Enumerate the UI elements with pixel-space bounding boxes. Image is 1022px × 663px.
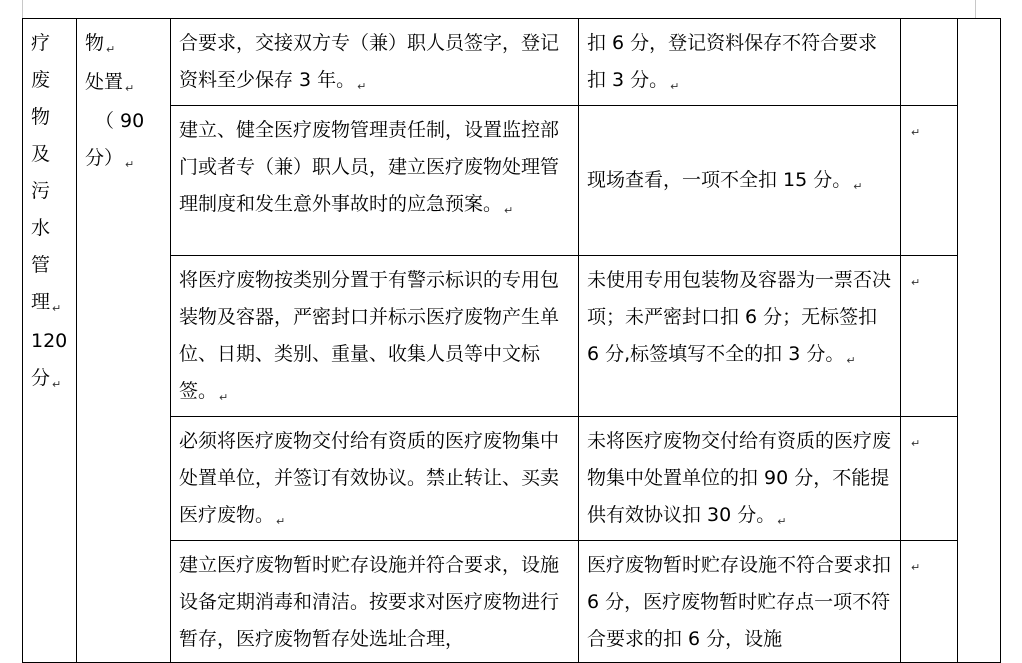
scoring-text: 未将医疗废物交付给有资质的医疗废物集中处置单位的扣 90 分，不能提供有效协议扣 30 分。 xyxy=(587,430,892,526)
paragraph-mark: ↵ xyxy=(846,354,856,367)
requirement-cell xyxy=(171,256,579,417)
subcategory-line: 分） $_↵$ xyxy=(85,147,135,171)
paragraph-mark: ↵ xyxy=(911,561,921,574)
category-char: 水 xyxy=(31,217,51,239)
paragraph-mark: ↵ xyxy=(504,204,514,217)
scoring-text: 现场查看，一项不全扣 15 分。 xyxy=(587,169,852,191)
paragraph-mark: ↵ xyxy=(357,80,367,93)
paragraph-mark: ↵ xyxy=(911,437,921,450)
category-char: 管 xyxy=(31,254,51,276)
subcategory-line: （ 90 xyxy=(95,110,145,132)
subcategory-line: 物 $_↵$ xyxy=(85,32,116,56)
paragraph-mark: ↵ xyxy=(276,515,286,528)
scoring-cell xyxy=(579,541,901,663)
category-char: 废 xyxy=(31,69,51,91)
category-char-with-mark: 分 $_↵$ xyxy=(31,367,62,391)
score-cell xyxy=(901,19,958,106)
requirement-text: 将医疗废物按类别分置于有警示标识的专用包装物及容器，严密封口并标示医疗废物产生单位、日期、类别、重量、收集人员等中文标签。 xyxy=(179,269,560,402)
remark-cell xyxy=(958,19,1001,663)
subcategory-cell xyxy=(77,19,171,663)
requirement-text: 建立医疗废物暂时贮存设施并符合要求，设施设备定期消毒和清洁。按要求对医疗废物进行暂存，医疗废物暂存处选址合理， xyxy=(179,554,560,650)
scoring-text: 扣 6 分，登记资料保存不符合要求扣 3 分。 xyxy=(587,32,878,91)
scoring-cell xyxy=(579,19,901,106)
score-cell xyxy=(901,541,958,663)
paragraph-mark: ↵ xyxy=(853,180,863,193)
paragraph-mark: ↵ xyxy=(911,126,921,139)
category-char-with-mark: 理 $_↵$ xyxy=(31,291,62,315)
scoring-cell xyxy=(579,256,901,417)
requirement-cell xyxy=(171,417,579,541)
category-char: 疗 xyxy=(31,32,51,54)
score-cell xyxy=(901,417,958,541)
requirement-text: 合要求，交接双方专（兼）职人员签字，登记资料至少保存 3 年。 xyxy=(179,32,560,91)
scoring-table xyxy=(22,18,1001,663)
scoring-text: 未使用专用包装物及容器为一票否决项；未严密封口扣 6 分；无标签扣 6 分,标签填写不全的扣 3 分。 xyxy=(587,269,892,365)
score-cell xyxy=(901,106,958,256)
requirement-cell xyxy=(171,541,579,663)
page-margin-line-right xyxy=(975,0,976,18)
subcategory-line: 处置 $_↵$ xyxy=(85,71,135,95)
page-margin-line-left xyxy=(22,0,23,18)
category-cell xyxy=(23,19,77,663)
paragraph-mark: ↵ xyxy=(670,80,680,93)
score-cell xyxy=(901,256,958,417)
category-char: 及 xyxy=(31,143,51,165)
category-char: 物 xyxy=(31,106,51,128)
paragraph-mark: ↵ xyxy=(911,276,921,289)
scoring-cell xyxy=(579,106,901,256)
category-char: 污 xyxy=(31,180,51,202)
requirement-text: 必须将医疗废物交付给有资质的医疗废物集中处置单位，并签订有效协议。禁止转让、买卖医疗废物。 xyxy=(179,430,560,526)
requirement-cell xyxy=(171,106,579,256)
requirement-text: 建立、健全医疗废物管理责任制，设置监控部门或者专（兼）职人员，建立医疗废物处理管理制度和发生意外事故时的应急预案。 xyxy=(179,119,560,215)
paragraph-mark: ↵ xyxy=(777,515,787,528)
paragraph-mark: ↵ xyxy=(219,391,229,404)
scoring-text: 医疗废物暂时贮存设施不符合要求扣 6 分，医疗废物暂时贮存点一项不符合要求的扣 6 分，设施 xyxy=(587,554,892,650)
table-row xyxy=(23,19,1001,106)
scoring-cell xyxy=(579,417,901,541)
category-char: 120 xyxy=(31,330,68,352)
requirement-cell xyxy=(171,19,579,106)
